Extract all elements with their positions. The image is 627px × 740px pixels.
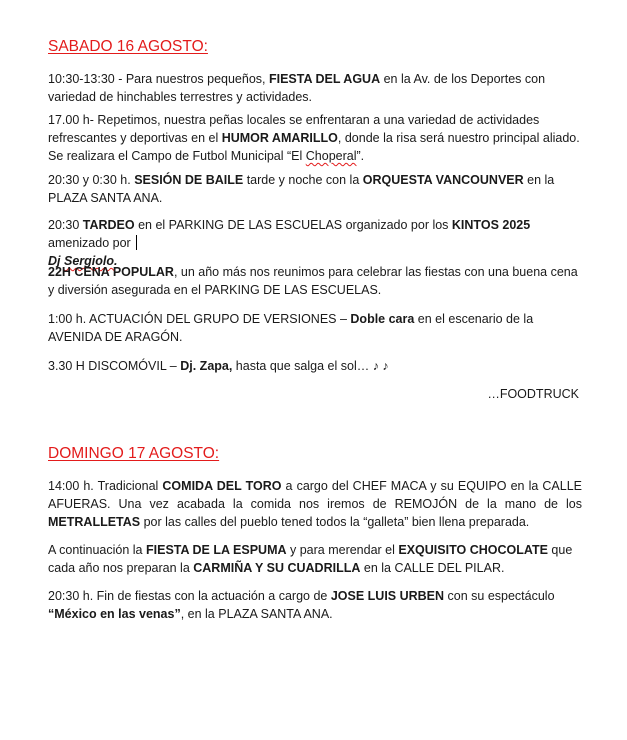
sunday-item-fin-fiestas: 20:30 h. Fin de fiestas con la actuación a cargo de JOSE LUIS URBEN con su espectáculo “México en las venas”, en la PLAZA SANTA ANA. [48,589,555,621]
saturday-heading: SABADO 16 AGOSTO: [48,38,208,55]
sunday-heading: DOMINGO 17 AGOSTO: [48,445,220,462]
sunday-item-toro: 14:00 h. Tradicional COMIDA DEL TORO a cargo del CHEF MACA y su EQUIPO en la CALLE AFUERAS. Una vez acabada la comida nos iremos de REMOJÓN de la mano de los METRALLETAS por las calles del pueblo tened todos la “galleta” bien llena preparada. [48,479,582,529]
saturday-item-discomovil: 3.30 H DISCOMÓVIL – Dj. Zapa, hasta que salga el sol… ♪ ♪ [48,359,389,373]
sunday-item-espuma: A continuación la FIESTA DE LA ESPUMA y para merendar el EXQUISITO CHOCOLATE que cada año nos preparan la CARMIÑA Y SU CUADRILLA en la CALLE DEL PILAR. [48,543,573,575]
saturday-item-tardeo: 20:30 TARDEO en el PARKING DE LAS ESCUELAS organizado por los KINTOS 2025 amenizado por Dj Sergiolo. [48,218,531,268]
spelling-mark: Sergiolo [63,254,114,268]
saturday-item-cena: 22H CENA POPULAR, un año más nos reunimos para celebrar las fiestas con una buena cena y diversión asegurada en el PARKING DE LAS ESCUELAS. [48,265,578,297]
text-cursor [136,235,137,250]
saturday-item-agua: 10:30-13:30 - Para nuestros pequeños, FIESTA DEL AGUA en la Av. de los Deportes con variedad de hinchables terrestres y actividades. [48,72,546,104]
spelling-mark: Choperal [305,149,357,163]
saturday-item-actuacion: 1:00 h. ACTUACIÓN DEL GRUPO DE VERSIONES – Doble cara en el escenario de la AVENIDA DE ARAGÓN. [48,312,534,344]
saturday-item-humor: 17.00 h- Repetimos, nuestra peñas locales se enfrentaran a una variedad de actividades refrescantes y deportivas en el HUMOR AMARILLO, donde la risa será nuestro principal aliado. Se realizara el Campo de Futbol Municipal “El Choperal”. [48,113,580,163]
foodtruck-note: …FOODTRUCK [487,387,579,401]
saturday-item-baile: 20:30 y 0:30 h. SESIÓN DE BAILE tarde y noche con la ORQUESTA VANCOUNVER en la PLAZA SANTA ANA. [48,173,555,205]
